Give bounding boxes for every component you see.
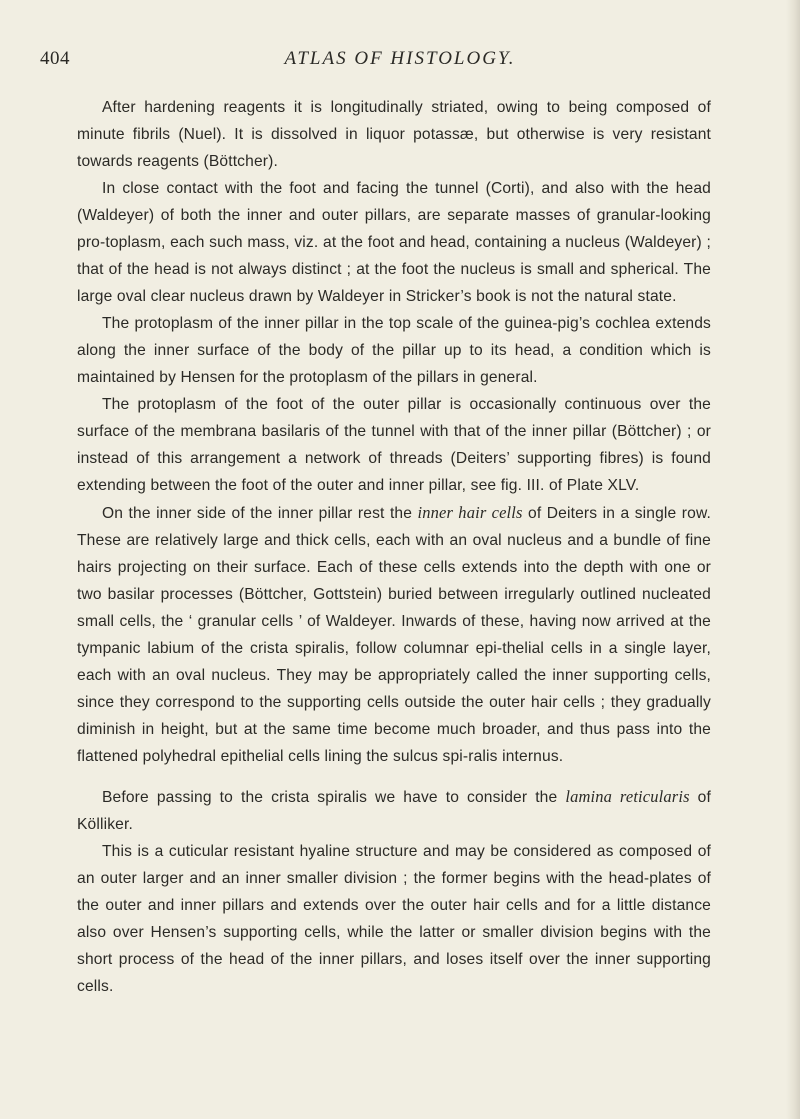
- italic-term: lamina reticularis: [565, 787, 690, 806]
- paragraph-protoplasm-masses: In close contact with the foot and facing the tunnel (Corti), and also with the head (Waldeyer) of both the inner and outer pillars, are separate masses of granular-looking pro-toplasm, each such mass, viz. at the foot and head, containing a nucleus (Waldeyer) ; that of the head is not always distinct ; at the foot the nucleus is small and spherical. The large oval clear nucleus drawn by Waldeyer in Stricker’s book is not the natural state.: [77, 180, 711, 305]
- paragraph-lamina-intro: [77, 783, 711, 838]
- paragraph-text: of Deiters in a single row. These are relatively large and thick cells, each with an oval nucleus and a bundle of fine hairs projecting on their surface. Each of these cells extends into the depth with one or two basilar processes (Böttcher, Gottstein) buried between irregularly outlined nucleated small cells, the ‘ granular cells ’ of Waldeyer. Inwards of these, having now arrived at the tympanic labium of the crista spiralis, follow columnar epi-thelial cells in a single layer, each with an oval nucleus. They may be appropriately called the inner supporting cells, since they correspond to the supporting cells outside the outer hair cells ; they gradually diminish in height, but at the same time become much broader, and thus pass into the flattened polyhedral epithelial cells lining the sulcus spi-ralis internus.: [77, 505, 711, 765]
- page-number: 404: [40, 48, 70, 69]
- page-edge-shadow: [786, 0, 800, 1119]
- paragraph-text: Before passing to the crista spiralis we have to consider the: [102, 789, 566, 806]
- italic-term: inner hair cells: [417, 503, 523, 522]
- paragraph-text: On the inner side of the inner pillar rest the: [102, 505, 418, 522]
- running-head: [40, 48, 760, 78]
- paragraph-text: of Kölliker.: [77, 789, 711, 833]
- paragraph-inner-hair-cells: [77, 499, 711, 770]
- paragraph-pillar-striation: After hardening reagents it is longitudinally striated, owing to being composed of minute fibrils (Nuel). It is dissolved in liquor potassæ, but otherwise is very resistant towards reagents (Böttcher).: [77, 99, 711, 170]
- paragraph-lamina-structure: This is a cuticular resistant hyaline structure and may be considered as composed of an outer larger and an inner smaller division ; the former begins with the head-plates of the outer and inner pillars and extends over the outer hair cells and for a little distance also over Hensen’s supporting cells, while the latter or smaller division begins with the short process of the head of the inner pillars, and loses itself over the inner supporting cells.: [77, 843, 711, 995]
- paragraph-outer-pillar-protoplasm: The protoplasm of the foot of the outer pillar is occasionally continuous over the surface of the membrana basilaris of the tunnel with that of the inner pillar (Böttcher) ; or instead of this arrangement a network of threads (Deiters’ supporting fibres) is found extending between the foot of the outer and inner pillar, see fig. III. of Plate XLV.: [77, 396, 711, 494]
- paragraph-inner-pillar-protoplasm: The protoplasm of the inner pillar in the top scale of the guinea-pig’s cochlea extends along the inner surface of the body of the pillar up to its head, a condition which is maintained by Hensen for the protoplasm of the pillars in general.: [77, 315, 711, 386]
- body-text: [77, 94, 711, 1000]
- running-title: ATLAS OF HISTOLOGY.: [284, 48, 516, 69]
